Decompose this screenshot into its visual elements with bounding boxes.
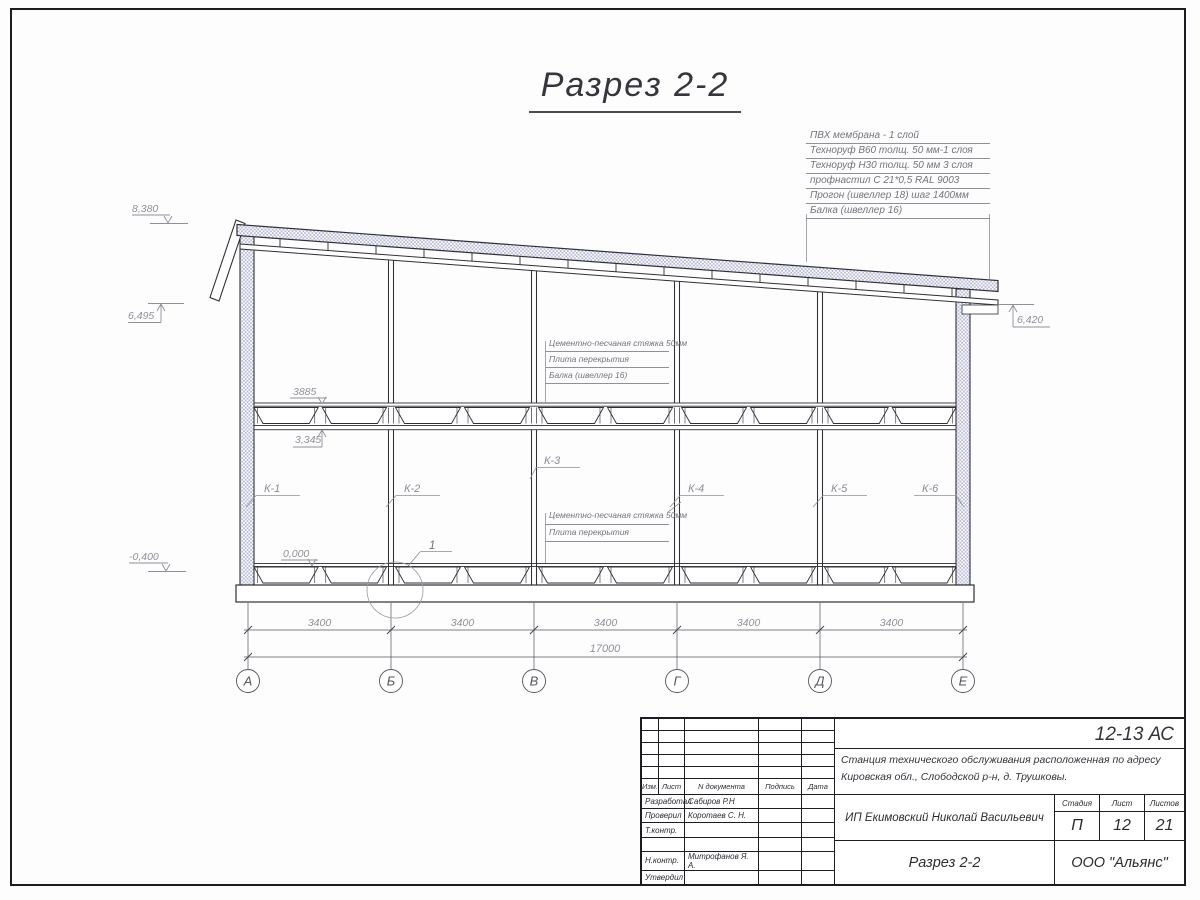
signature-row — [642, 823, 834, 837]
callout-line: Техноруф В60 толщ. 50 мм-1 слоя — [806, 144, 990, 159]
callout-line: Плита перекрытия — [545, 352, 669, 368]
elevation-mark-minus0400 — [129, 563, 186, 572]
callout-line: Цементно-песчаная стяжка 50мм — [545, 336, 669, 352]
slab-section — [608, 567, 673, 583]
bay-dimension-label: 3400 — [307, 617, 332, 629]
callout-line: профнастил С 21*0,5 RAL 9003 — [806, 174, 990, 189]
signature-sign — [759, 823, 802, 836]
roof-layers-callout — [806, 129, 990, 219]
detail-marker-label: 1 — [429, 540, 436, 552]
callout-line: ПВХ мембрана - 1 слой — [806, 129, 990, 144]
sheet-column — [1100, 795, 1145, 840]
column-label: К-6 — [922, 483, 939, 495]
revision-empty-row — [642, 767, 834, 779]
signature-name — [685, 838, 759, 851]
slab-section — [322, 567, 386, 583]
signature-sign — [759, 871, 802, 884]
client-name: ИП Екимовский Николай Васильевич — [835, 795, 1055, 840]
signature-date — [802, 823, 834, 836]
project-description — [835, 749, 1184, 795]
bay-dimension-label: 3400 — [450, 617, 475, 629]
signature-date — [802, 871, 834, 884]
signature-role: Т.контр. — [642, 823, 685, 836]
signature-rows — [642, 795, 834, 884]
signature-sign — [759, 852, 802, 870]
ground-floor-screed — [254, 564, 956, 567]
axis-letter: Б — [386, 673, 396, 689]
elevation-label-slab-top: 3885 — [293, 386, 317, 398]
column-label: К-1 — [264, 483, 281, 495]
column-label-leader — [530, 468, 536, 480]
signature-date — [802, 852, 834, 870]
roof-fastener-ticks — [280, 239, 952, 297]
slab-section — [539, 408, 604, 424]
foundation-strip — [236, 585, 974, 602]
signature-date — [802, 838, 834, 851]
stage-label: Стадия — [1055, 795, 1099, 812]
slab-section — [892, 408, 956, 424]
header-list: Лист — [659, 779, 685, 794]
elevation-label-wall-top-right: 6,420 — [1017, 314, 1044, 326]
title-block — [640, 717, 1186, 886]
signature-row — [642, 809, 834, 823]
stage-column — [1055, 795, 1100, 840]
elevation-label-roof-peak: 8,380 — [132, 203, 159, 215]
signature-role: Н.контр. — [642, 852, 685, 870]
column-label: К-4 — [688, 483, 705, 495]
column-label: К-2 — [404, 483, 421, 495]
view-and-company-row — [835, 840, 1184, 884]
signature-name — [685, 871, 759, 884]
slab-section — [751, 567, 816, 583]
signature-sign — [759, 838, 802, 851]
sheet-label: Лист — [1100, 795, 1144, 812]
client-and-stage-row — [835, 795, 1184, 840]
axis-letter: Е — [958, 673, 968, 689]
slab-section — [322, 408, 386, 424]
slab-section — [396, 567, 461, 583]
signature-name: Митрофанов Я. А. — [685, 852, 759, 870]
elevation-label-slab-soffit: 3,345 — [295, 434, 322, 446]
drawing-heading — [505, 66, 765, 113]
callout-line: Балка (швеллер 16) — [545, 368, 669, 384]
revision-empty-row — [642, 743, 834, 755]
elevation-label-wall-top-left: 6,495 — [128, 310, 155, 322]
elevation-mark-8380 — [132, 215, 188, 224]
signature-role: Проверил — [642, 809, 685, 822]
stage-value: П — [1071, 817, 1083, 834]
right-wall — [956, 289, 970, 585]
project-line-1: Станция технического обслуживания расположенная по адресу — [841, 754, 1161, 766]
sheet-value: 12 — [1113, 817, 1131, 834]
signature-role: Утвердил — [642, 871, 685, 884]
slab-section — [682, 408, 747, 424]
callout-line: Балка (швеллер 16) — [806, 204, 990, 219]
column-label-leader — [386, 496, 396, 508]
revision-empty-row — [642, 731, 834, 743]
project-line-2: Кировская обл., Слободской р-н, д. Трушковы. — [841, 770, 1068, 783]
elevation-label-ground-outside: -0,400 — [129, 551, 159, 563]
mid-floor-beam — [254, 426, 956, 430]
slab-section — [539, 567, 604, 583]
header-ndoc: N документа — [685, 779, 759, 794]
signature-row — [642, 871, 834, 884]
signature-role: Разработал — [642, 795, 685, 808]
revision-empty-row — [642, 755, 834, 767]
floor-structure-callout — [545, 336, 688, 384]
mid-floor-screed — [254, 403, 956, 406]
callout-line: Техноруф Н30 толщ. 50 мм 3 слоя — [806, 159, 990, 174]
title-block-main-area — [834, 719, 1184, 884]
ground-structure-callout — [545, 508, 688, 542]
callout-line: Цементно-песчаная стяжка 50мм — [545, 508, 669, 525]
roof-right-end-box — [962, 305, 998, 314]
view-title: Разрез 2-2 — [835, 841, 1055, 884]
slab-section — [892, 567, 956, 583]
slab-section — [682, 567, 747, 583]
slab-section — [465, 408, 530, 424]
revision-header-row — [642, 779, 834, 795]
header-data: Дата — [808, 782, 828, 791]
roof-insulation-band — [237, 225, 998, 292]
signature-name: Коротаев С. Н. — [685, 809, 759, 822]
axis-letter: В — [529, 673, 539, 689]
axis-letter: Д — [815, 673, 825, 689]
signature-sign — [759, 809, 802, 822]
document-code: 12-13 АС — [835, 719, 1184, 749]
signature-date — [802, 795, 834, 808]
header-izm: Изм. — [642, 779, 659, 794]
sheets-value: 21 — [1155, 817, 1174, 834]
slab-section — [254, 567, 318, 583]
signature-date — [802, 809, 834, 822]
callout-line: Прогон (швеллер 18) шаг 1400мм — [806, 189, 990, 204]
revision-empty-row — [642, 719, 834, 731]
axis-letter: А — [243, 673, 253, 689]
signature-name — [685, 823, 759, 836]
slab-section — [825, 408, 889, 424]
sheets-total-column — [1145, 795, 1184, 840]
signature-row — [642, 838, 834, 852]
company-name: ООО "Альянс" — [1071, 854, 1168, 871]
bay-dimension-label: 3400 — [593, 617, 618, 629]
signature-sign — [759, 795, 802, 808]
left-wall — [240, 236, 254, 585]
signature-name: Сабиров Р.Н — [685, 795, 759, 808]
signature-row — [642, 795, 834, 809]
slab-section — [825, 567, 889, 583]
bay-dimension-label: 3400 — [879, 617, 904, 629]
column-label: К-5 — [831, 483, 848, 495]
slab-section — [465, 567, 530, 583]
drawing-heading-text: Разрез 2-2 — [529, 66, 741, 113]
stage-columns — [1055, 795, 1184, 840]
slab-section — [608, 408, 673, 424]
slab-section — [254, 408, 318, 424]
slab-section — [396, 408, 461, 424]
title-block-revision-area — [642, 719, 834, 884]
header-podpis: Подпись — [759, 779, 802, 794]
callout-line: Плита перекрытия — [545, 525, 669, 542]
column-labels — [246, 455, 964, 507]
bay-dimension-label: 3400 — [736, 617, 761, 629]
total-dimension-label: 17000 — [589, 643, 621, 655]
sheets-label: Листов — [1145, 795, 1184, 812]
column-label: К-3 — [544, 455, 561, 467]
signature-role — [642, 838, 685, 851]
axis-letter: Г — [673, 673, 681, 689]
elevation-label-floor-zero: 0,000 — [283, 548, 310, 560]
slab-section — [751, 408, 816, 424]
signature-row — [642, 852, 834, 871]
